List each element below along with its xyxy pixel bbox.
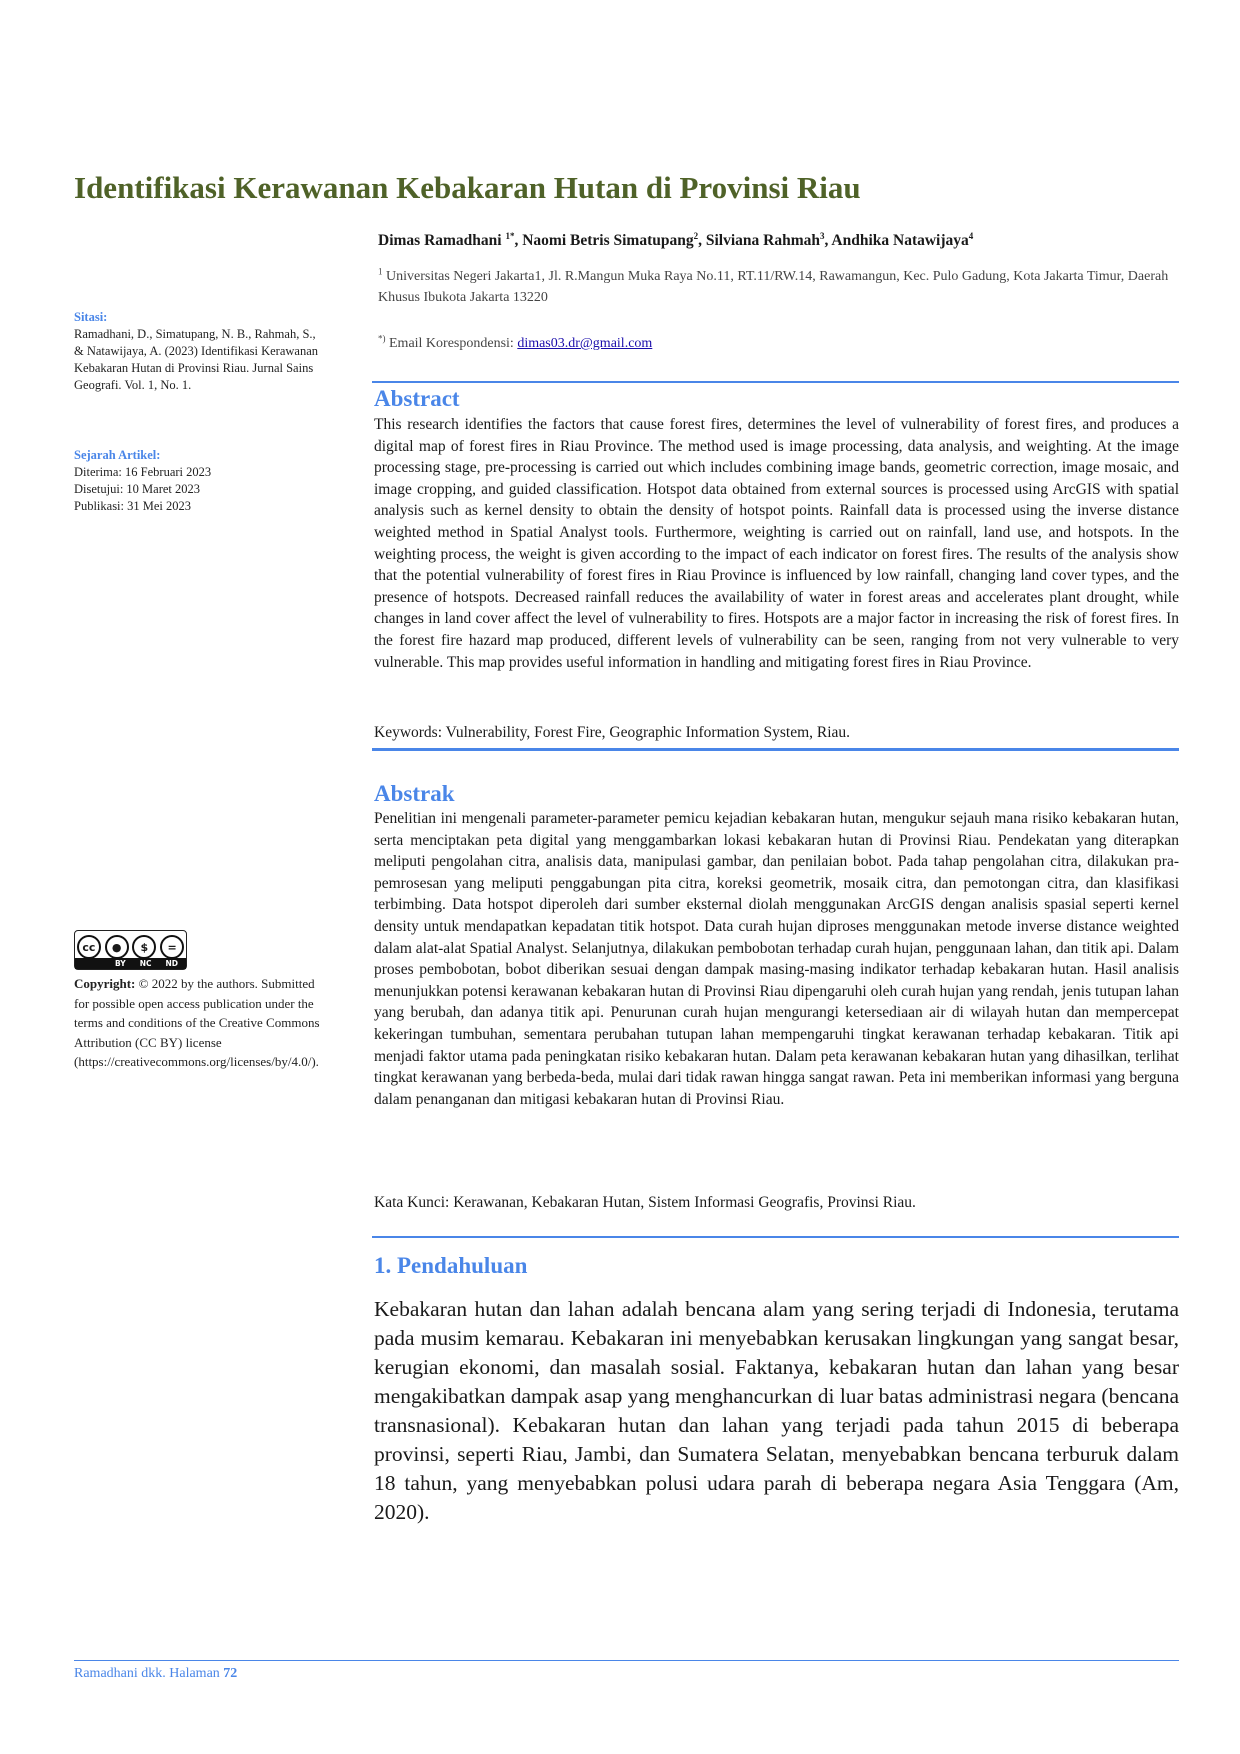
page-footer	[74, 1666, 237, 1682]
abstract-keywords: Keywords: Vulnerability, Forest Fire, Geographic Information System, Riau.	[374, 724, 851, 741]
correspondence-superscript: *)	[378, 333, 386, 344]
introduction-text: Kebakaran hutan dan lahan adalah bencana alam yang sering terjadi di Indonesia, terutama pada musim kemarau. Kebakaran ini menyebabkan kerusakan lingkungan yang sangat besar, kerugian ekonomi, dan masalah sosial. Faktanya, kebakaran hutan dan lahan yang besar mengakibatkan dampak asap yang menghancurkan di luar batas administrasi negara (bencana transnasional). Kebakaran hutan dan lahan yang terjadi pada tahun 2015 di beberapa provinsi, seperti Riau, Jambi, dan Sumatera Selatan, menyebabkan bencana terburuk dalam 18 tahun, yang menyebabkan polusi udara parah di beberapa negara Asia Tenggara (Am, 2020).	[374, 1297, 1179, 1524]
abstrak-text: Penelitian ini mengenali parameter-parameter pemicu kejadian kebakaran hutan, mengukur sejauh mana risiko kebakaran hutan, serta menciptakan peta digital yang menggambarkan lokasi kebakaran hutan di Provinsi Riau. Pendekatan yang diterapkan meliputi pengolahan citra, analisis data, manipulasi gambar, dan penilaian bobot. Pada tahap pengolahan citra, dilakukan pra-pemrosesan yang meliputi penggabungan pita citra, koreksi geometrik, mosaik citra, dan pemotongan citra, dan klasifikasi terbimbing. Data hotspot diperoleh dari sumber eksternal diolah menggunakan ArcGIS dengan analisis spasial seperti kernel density untuk mendapatkan kepadatan titik hotspot. Data curah hujan diproses menggunakan metode inverse distance weighted dalam alat-alat Spatial Analyst. Selanjutnya, dilakukan pembobotan terhadap curah hujan, penggunaan lahan, dan titik api. Dalam proses pembobotan, bobot diberikan sesuai dengan dampak masing-masing indikator terhadap kebakaran hutan. Hasil analisis menunjukkan potensi kerawanan kebakaran hutan di Provinsi Riau dipengaruhi oleh curah hujan yang rendah, jenis tutupan lahan yang berubah, dan adanya titik api. Penurunan curah hujan mengurangi ketersediaan air di wilayah hutan dan mempercepat kekeringan tumbuhan, sementara perubahan tutupan lahan mempengaruhi tingkat kerawanan terhadap kebakaran. Titik api menjadi faktor utama pada peningkatan risiko kebakaran hutan. Dalam peta kerawanan kebakaran hutan yang dihasilkan, terlihat tingkat kerawanan yang berbeda-beda, mulai dari tidak rawan hingga sangat rawan. Peta ini memberikan informasi yang berguna dalam penanganan dan mitigasi kebakaran hutan di Provinsi Riau.	[374, 810, 1179, 1108]
abstract-text: This research identifies the factors that cause forest fires, determines the level of vulnerability of forest fires, and produces a digital map of forest fires in Riau Province. The method used is image processing, data analysis, and weighting. At the image processing stage, pre-processing is carried out which includes combining image bands, geometric correction, image mosaic, and image cropping, and guided classification. Hotspot data obtained from external sources is processed using ArcGIS with spatial analysis such as kernel density to obtain the density of hotspot points. Rainfall data is processed using the inverse distance weighted method in Spatial Analyst tools. Furthermore, weighting is carried out on rainfall, land use, and hotspots. In the weighting process, the weight is given according to the impact of each indicator on forest fires. The results of the analysis show that the potential vulnerability of forest fires in Riau Province is influenced by low rainfall, changing land cover types, and the presence of hotspots. Decreased rainfall reduces the availability of water in forest areas and accelerates plant drought, while changes in land cover affect the level of vulnerability to fires. Hotspots are a major factor in increasing the risk of forest fires. In the forest fire hazard map produced, different levels of vulnerability can be seen, ranging from not very vulnerable to very vulnerable. This map provides useful information in handling and mitigating forest fires in Riau Province.	[374, 416, 1179, 671]
cc-license-badge	[74, 930, 187, 970]
copyright-text: © 2022 by the authors. Submitted for possible open access publication under the terms and conditions of the Creative Commons Attribution (CC BY) license (https://creativecommons.org/licenses/by/4.0/).	[74, 976, 320, 1069]
abstract-heading: Abstract	[374, 386, 460, 411]
cc-label: BY	[114, 959, 126, 968]
footer-divider	[74, 1660, 1179, 1661]
citation-label: Sitasi:	[74, 310, 108, 324]
citation-text: Ramadhani, D., Simatupang, N. B., Rahmah, S., & Natawijaya, A. (2023) Identifikasi Kerawanan Kebakaran Hutan di Provinsi Riau. Jurnal Sains Geografi. Vol. 1, No. 1.	[74, 327, 319, 392]
abstrak-heading: Abstrak	[374, 781, 455, 806]
author-superscript: 4	[968, 230, 974, 241]
page-number: 72	[223, 1666, 238, 1681]
author-name: Andhika Natawijaya	[831, 232, 969, 249]
history-received: Diterima: 16 Februari 2023	[74, 465, 212, 479]
by-person-icon: ●	[105, 935, 129, 959]
copyright-notice	[74, 974, 326, 1072]
noderivs-icon: =	[160, 935, 184, 959]
section-divider	[372, 748, 1179, 751]
copyright-label: Copyright:	[74, 976, 136, 991]
affiliation-superscript: 1	[378, 266, 383, 277]
cc-label-strip	[75, 958, 186, 969]
correspondence	[378, 333, 1178, 352]
introduction-heading: 1. Pendahuluan	[374, 1253, 528, 1278]
section-divider	[372, 381, 1179, 383]
author-superscript: 2	[693, 230, 699, 241]
article-history	[74, 447, 324, 515]
citation-block	[74, 309, 324, 394]
cc-icon: cc	[77, 935, 101, 959]
cc-label: ND	[165, 959, 178, 968]
section-divider	[372, 1236, 1179, 1238]
history-label: Sejarah Artikel:	[74, 448, 161, 462]
author-list: Dimas Ramadhani $^{1*}$, Naomi Betris Simatupang$^2$, Silviana Rahmah$^3$, Andhika Natawijaya$^4$	[378, 230, 974, 249]
paper-title: Identifikasi Kerawanan Kebakaran Hutan di Provinsi Riau	[74, 170, 861, 205]
noncommercial-icon: $	[132, 935, 156, 959]
history-approved: Disetujui: 10 Maret 2023	[74, 482, 201, 496]
cc-label: NC	[139, 959, 152, 968]
author-superscript: 3	[819, 230, 825, 241]
affiliation-text: Universitas Negeri Jakarta1, Jl. R.Mangun Muka Raya No.11, RT.11/RW.14, Rawamangun, Kec. Pulo Gadung, Kota Jakarta Timur, Daerah Khusus Ibukota Jakarta 13220	[378, 269, 1169, 305]
footer-author: Ramadhani dkk. Halaman	[74, 1666, 224, 1681]
history-published: Publikasi: 31 Mei 2023	[74, 499, 192, 513]
correspondence-email-link[interactable]: dimas03.dr@gmail.com	[517, 336, 653, 351]
correspondence-label: Email Korespondensi:	[389, 336, 518, 351]
author-name: Dimas Ramadhani	[378, 232, 502, 249]
author-name: Silviana Rahmah	[705, 232, 820, 249]
author-name: Naomi Betris Simatupang	[522, 232, 694, 249]
author-superscript: 1*	[505, 230, 515, 241]
abstrak-keywords: Kata Kunci: Kerawanan, Kebakaran Hutan, Sistem Informasi Geografis, Provinsi Riau.	[374, 1194, 916, 1211]
affiliation	[378, 266, 1186, 308]
